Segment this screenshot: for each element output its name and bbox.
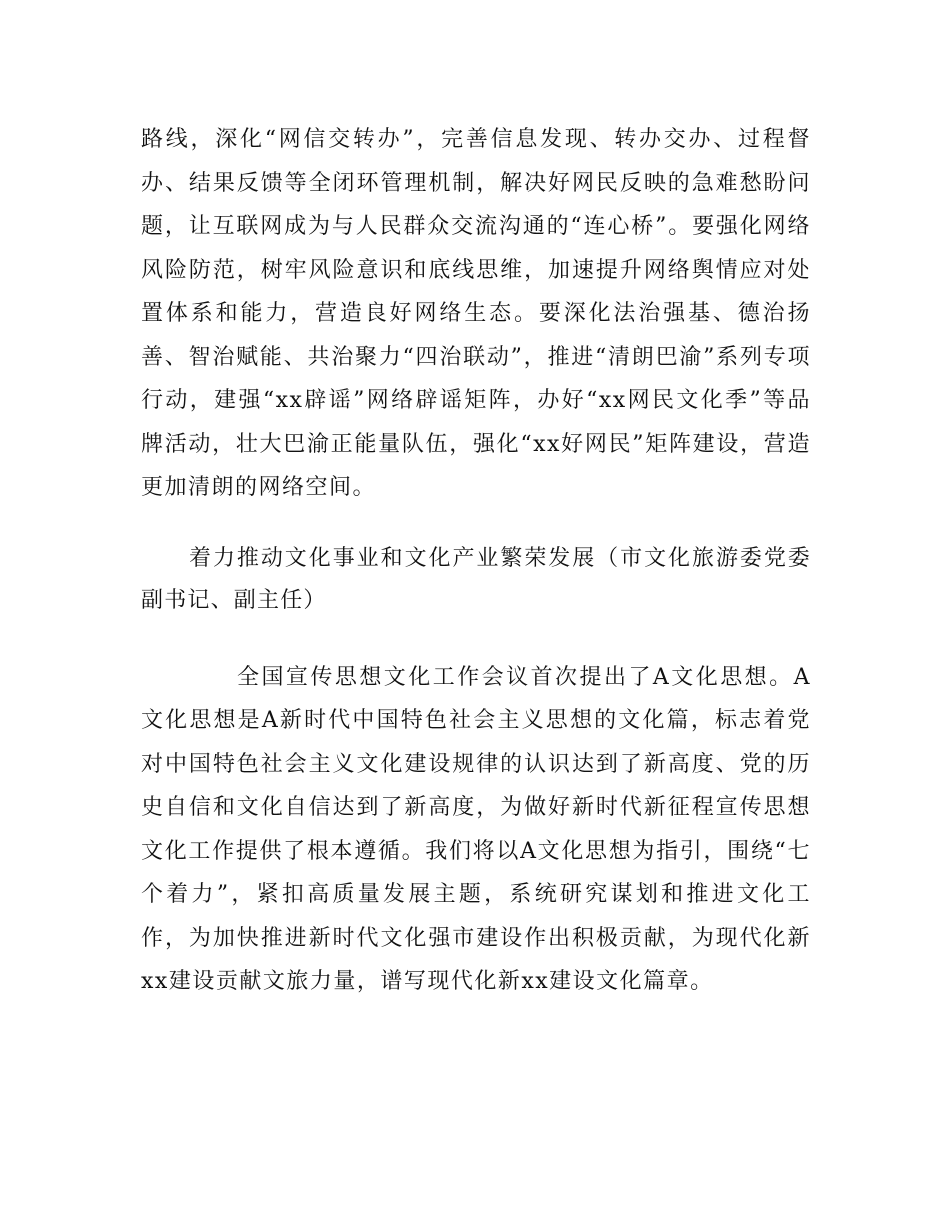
document-body: [141, 118, 811, 1004]
continued-paragraph: 路线，深化“网信交转办”，完善信息发现、转办交办、过程督办、结果反馈等全闭环管理机制，解决好网民反映的急难愁盼问题，让互联网成为与人民群众交流沟通的“连心桥”。要强化网络风险防范，树牢风险意识和底线思维，加速提升网络舆情应对处置体系和能力，营造良好网络生态。要深化法治强基、德治扬善、智治赋能、共治聚力“四治联动”，推进“清朗巴渝”系列专项行动，建强“xx辟谣”网络辟谣矩阵，办好“xx网民文化季”等品牌活动，壮大巴渝正能量队伍，强化“xx好网民”矩阵建设，营造更加清朗的网络空间。: [141, 127, 811, 500]
section-heading: 着力推动文化事业和文化产业繁荣发展（市文化旅游委党委副书记、副主任）: [141, 545, 811, 613]
body-paragraph: 全国宣传思想文化工作会议首次提出了A文化思想。A文化思想是A新时代中国特色社会主义思想的文化篇，标志着党对中国特色社会主义文化建设规律的认识达到了新高度、党的历史自信和文化自信达到了新高度，为做好新时代新征程宣传思想文化工作提供了根本遵循。我们将以A文化思想为指引，围绕“七个着力”，紧扣高质量发展主题，系统研究谋划和推进文化工作，为加快推进新时代文化强市建设作出积极贡献，为现代化新xx建设贡献文旅力量，谱写现代化新xx建设文化篇章。: [141, 664, 811, 994]
